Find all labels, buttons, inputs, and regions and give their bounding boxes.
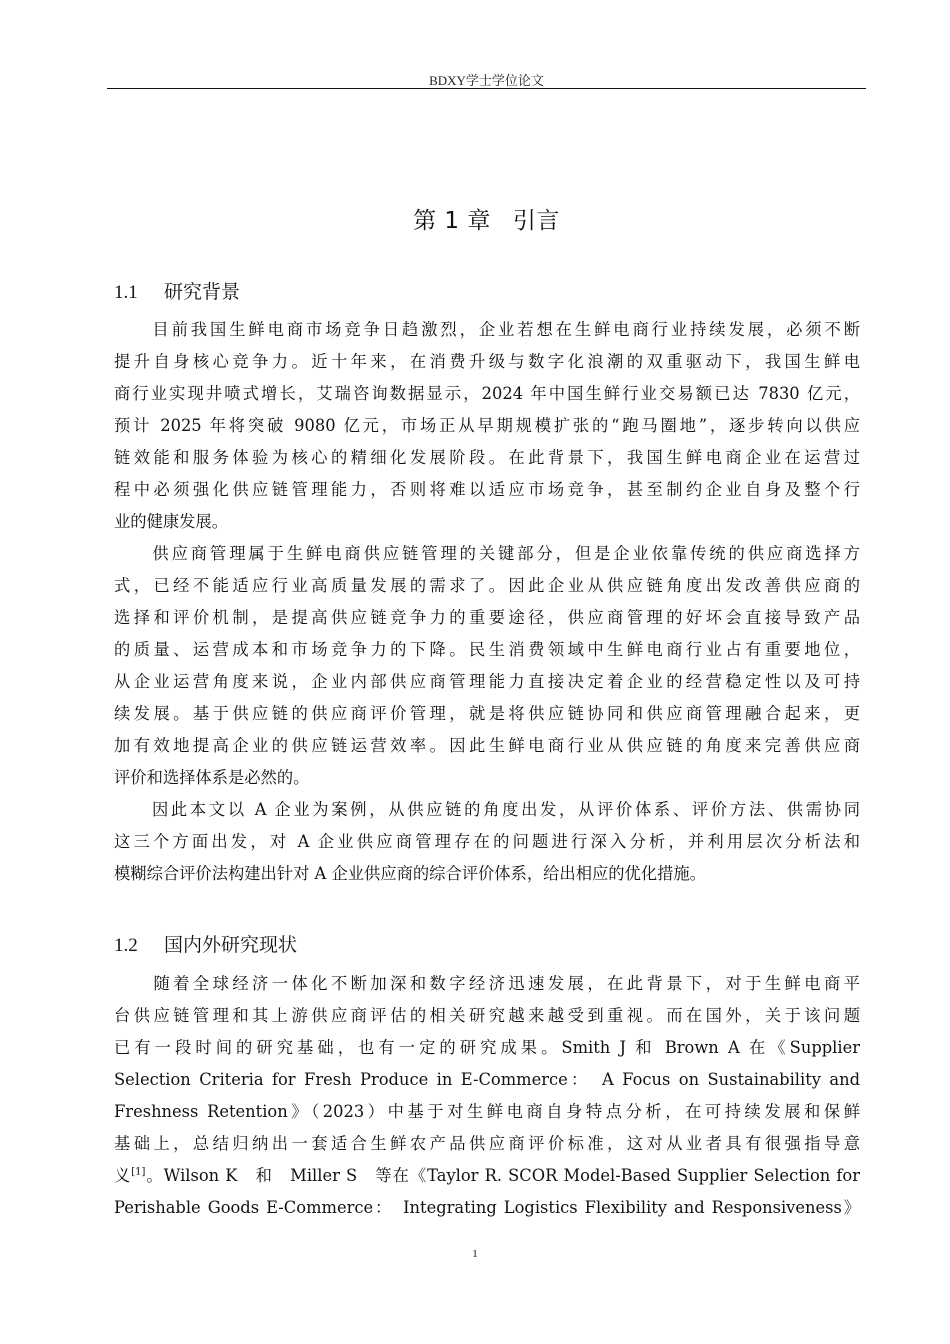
text-line: 模糊综合评价法构建出针对 A 企业供应商的综合评价体系，给出相应的优化措施。 — [114, 864, 706, 883]
section-1-2-body — [114, 968, 860, 1224]
text-line: 续发展。基于供应链的供应商评价管理，就是将供应链协同和供应商管理融合起来，更 — [114, 704, 860, 723]
section-title: 研究背景 — [164, 281, 241, 303]
text-line: 因此本文以 A 企业为案例，从供应链的角度出发，从评价体系、评价方法、供需协同 — [114, 800, 860, 819]
text-line: 商行业实现井喷式增长，艾瑞咨询数据显示，2024 年中国生鲜行业交易额已达 7830 亿元， — [114, 384, 860, 403]
text-line: 随着全球经济一体化不断加深和数字经济迅速发展，在此背景下，对于生鲜电商平 — [114, 974, 860, 993]
text-line: 供应商管理属于生鲜电商供应链管理的关键部分，但是企业依靠传统的供应商选择方 — [114, 544, 860, 563]
header-rule — [107, 88, 866, 89]
page-number: 1 — [472, 1248, 478, 1260]
section-1-1-body — [114, 314, 860, 890]
section-title: 国内外研究现状 — [164, 934, 298, 956]
text-line: 评价和选择体系是必然的。 — [114, 768, 310, 787]
chapter-title — [107, 202, 866, 235]
section-heading-1-1 — [114, 277, 240, 304]
text-fragment: 。Wilson K 和 Miller S 等在《Taylor R. SCOR Model-Based Supplier Selection for — [145, 1166, 860, 1185]
text-line: 已有一段时间的研究基础，也有一定的研究成果。Smith J 和 Brown A 在《Supplier — [114, 1038, 860, 1057]
running-header: BDXY学士学位论文 — [429, 73, 544, 88]
section-heading-1-2 — [114, 930, 297, 957]
chapter-number: 第 1 章 — [413, 208, 491, 234]
text-line: 链效能和服务体验为核心的精细化发展阶段。在此背景下，我国生鲜电商企业在运营过 — [114, 448, 860, 467]
text-line: 程中必须强化供应链管理能力，否则将难以适应市场竞争，甚至制约企业自身及整个行 — [114, 480, 860, 499]
text-fragment: 义 — [114, 1166, 132, 1185]
text-line: 目前我国生鲜电商市场竞争日趋激烈，企业若想在生鲜电商行业持续发展，必须不断 — [114, 320, 860, 339]
text-line — [114, 1160, 860, 1192]
text-line: Selection Criteria for Fresh Produce in E-Commerce： A Focus on Sustainability and — [114, 1070, 860, 1089]
text-line: 基础上，总结归纳出一套适合生鲜农产品供应商评价标准，这对从业者具有很强指导意 — [114, 1134, 860, 1153]
text-line: 加有效地提高企业的供应链运营效率。因此生鲜电商行业从供应链的角度来完善供应商 — [114, 736, 860, 755]
text-line: 这三个方面出发，对 A 企业供应商管理存在的问题进行深入分析，并利用层次分析法和 — [114, 832, 860, 851]
citation-ref[interactable]: [1] — [131, 1166, 146, 1178]
section-number: 1.2 — [114, 935, 138, 956]
text-line: 从企业运营角度来说，企业内部供应商管理能力直接决定着企业的经营稳定性以及可持 — [114, 672, 860, 691]
text-line: 台供应链管理和其上游供应商评估的相关研究越来越受到重视。而在国外，关于该问题 — [114, 1006, 860, 1025]
text-line: 提升自身核心竞争力。近十年来，在消费升级与数字化浪潮的双重驱动下，我国生鲜电 — [114, 352, 860, 371]
section-number: 1.1 — [114, 282, 138, 303]
text-line: 业的健康发展。 — [114, 512, 228, 531]
text-line: Freshness Retention》（2023）中基于对生鲜电商自身特点分析，在可持续发展和保鲜 — [114, 1102, 860, 1121]
text-line: 预计 2025 年将突破 9080 亿元，市场正从早期规模扩张的“跑马圈地”，逐步转向以供应 — [114, 416, 860, 435]
chapter-name: 引言 — [512, 208, 560, 234]
text-line: 的质量、运营成本和市场竞争力的下降。民生消费领域中生鲜电商行业占有重要地位， — [114, 640, 860, 659]
text-line: 式，已经不能适应行业高质量发展的需求了。因此企业从供应链角度出发改善供应商的 — [114, 576, 860, 595]
text-line: 选择和评价机制，是提高供应链竞争力的重要途径，供应商管理的好坏会直接导致产品 — [114, 608, 860, 627]
text-line: Perishable Goods E-Commerce： Integrating Logistics Flexibility and Responsiveness》 — [114, 1198, 860, 1217]
